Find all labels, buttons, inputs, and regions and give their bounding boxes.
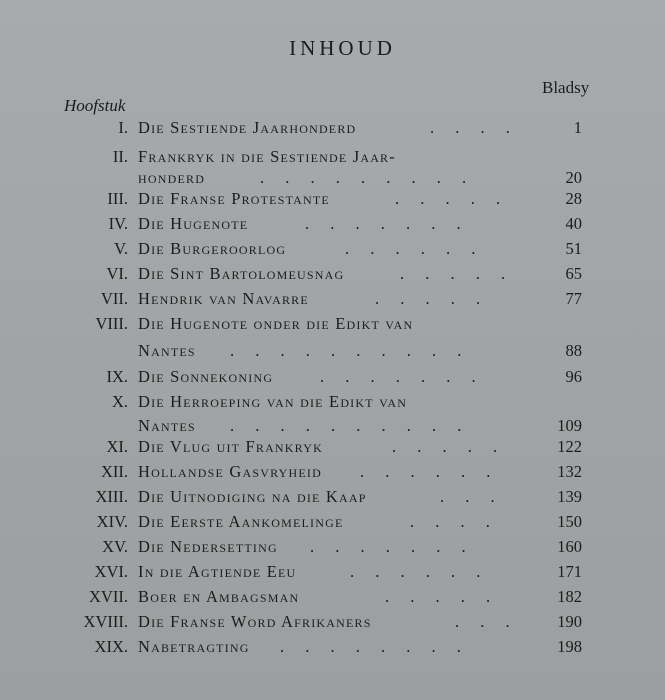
toc-entry [0, 587, 665, 611]
leader-dots: . . . . . . . [305, 214, 461, 233]
page-number: 77 [565, 289, 582, 308]
toc-entry-continuation [0, 341, 665, 365]
page-number: 40 [565, 214, 582, 233]
chapter-number: XI. [106, 437, 128, 456]
chapter-title: Hollandse Gasvryheid [138, 462, 322, 481]
chapter-title: Die Eerste Aankomelinge [138, 512, 344, 531]
chapter-number: VII. [100, 289, 128, 308]
chapter-number: XVI. [94, 562, 128, 581]
toc-entry [0, 462, 665, 486]
leader-dots: . . . [455, 612, 510, 631]
chapter-title-continuation: Nantes [138, 416, 196, 435]
leader-dots: . . . . . [392, 437, 498, 456]
chapter-title: Frankryk in die Sestiende Jaar- [138, 147, 396, 166]
page-number: 150 [557, 512, 582, 531]
toc-entry [0, 392, 665, 416]
chapter-title: Die Sint Bartolomeusnag [138, 264, 345, 283]
leader-dots: . . . [440, 487, 495, 506]
page-column-label: Bladsy [542, 78, 590, 97]
chapter-title: Hendrik van Navarre [138, 289, 309, 308]
chapter-number: XVIII. [83, 612, 128, 631]
toc-entry [0, 512, 665, 536]
toc-entry [0, 264, 665, 288]
chapter-number: XVII. [89, 587, 128, 606]
page-number: 20 [565, 168, 582, 187]
toc-entry [0, 118, 665, 142]
chapter-column-label: Hoofstuk [64, 96, 126, 115]
chapter-title: Die Sonnekoning [138, 367, 274, 386]
chapter-number: XIII. [95, 487, 128, 506]
page-number: 51 [565, 239, 582, 258]
toc-entry [0, 537, 665, 561]
chapter-title: Boer en Ambagsman [138, 587, 300, 606]
toc-entry [0, 214, 665, 238]
chapter-title: Die Herroeping van die Edikt van [138, 392, 408, 411]
toc-entry [0, 637, 665, 661]
chapter-number: VIII. [95, 314, 128, 333]
chapter-title-continuation: honderd [138, 168, 206, 187]
page-number: 109 [557, 416, 582, 435]
chapter-number: X. [111, 392, 128, 411]
chapter-number: II. [112, 147, 128, 166]
toc-entry [0, 437, 665, 461]
leader-dots: . . . . . . [350, 562, 481, 581]
page-number: 139 [557, 487, 582, 506]
leader-dots: . . . . [430, 118, 510, 137]
leader-dots: . . . . . . . . . . [230, 341, 462, 360]
toc-entry [0, 239, 665, 263]
chapter-title: Die Franse Protestante [138, 189, 330, 208]
page-number: 65 [565, 264, 582, 283]
toc-entry [0, 487, 665, 511]
leader-dots: . . . . . . . [320, 367, 476, 386]
toc-entry [0, 562, 665, 586]
chapter-title: Die Nedersetting [138, 537, 278, 556]
page-title: INHOUD [289, 36, 396, 60]
chapter-number: I. [118, 118, 128, 137]
toc-entry [0, 612, 665, 636]
chapter-title: Die Burgeroorlog [138, 239, 287, 258]
leader-dots: . . . . . . . [310, 537, 466, 556]
page-number: 1 [573, 118, 582, 137]
leader-dots: . . . . . [385, 587, 491, 606]
chapter-number: V. [114, 239, 128, 258]
leader-dots: . . . . . . [360, 462, 491, 481]
toc-entry [0, 367, 665, 391]
chapter-title-continuation: Nantes [138, 341, 196, 360]
toc-entry [0, 314, 665, 338]
chapter-number: XIV. [96, 512, 128, 531]
leader-dots: . . . . . . . . [280, 637, 461, 656]
page-number: 182 [557, 587, 582, 606]
leader-dots: . . . . . [395, 189, 501, 208]
chapter-number: XII. [100, 462, 128, 481]
leader-dots: . . . . . . . . . [260, 168, 467, 187]
chapter-number: VI. [106, 264, 128, 283]
chapter-title: Die Hugenote onder die Edikt van [138, 314, 414, 333]
leader-dots: . . . . . [400, 264, 506, 283]
page-number: 122 [557, 437, 582, 456]
leader-dots: . . . . . . [345, 239, 476, 258]
toc-entry [0, 189, 665, 213]
page-number: 160 [557, 537, 582, 556]
page-number: 28 [565, 189, 582, 208]
chapter-number: XIX. [94, 637, 128, 656]
page-number: 96 [565, 367, 582, 386]
chapter-title: In die Agtiende Eeu [138, 562, 297, 581]
leader-dots: . . . . [410, 512, 490, 531]
page-number: 132 [557, 462, 582, 481]
chapter-title: Die Uitnodiging na die Kaap [138, 487, 367, 506]
page-number: 171 [557, 562, 582, 581]
leader-dots: . . . . . [375, 289, 481, 308]
chapter-number: XV. [102, 537, 128, 556]
chapter-title: Die Hugenote [138, 214, 249, 233]
toc-entry [0, 289, 665, 313]
chapter-title: Die Sestiende Jaarhonderd [138, 118, 357, 137]
chapter-number: III. [107, 189, 128, 208]
chapter-title: Die Franse Word Afrikaners [138, 612, 372, 631]
page-number: 190 [557, 612, 582, 631]
leader-dots: . . . . . . . . . . [230, 416, 462, 435]
page-number: 88 [565, 341, 582, 360]
page-number: 198 [557, 637, 582, 656]
chapter-number: IX. [106, 367, 128, 386]
chapter-title: Nabetragting [138, 637, 250, 656]
chapter-title: Die Vlug uit Frankryk [138, 437, 323, 456]
chapter-number: IV. [108, 214, 128, 233]
